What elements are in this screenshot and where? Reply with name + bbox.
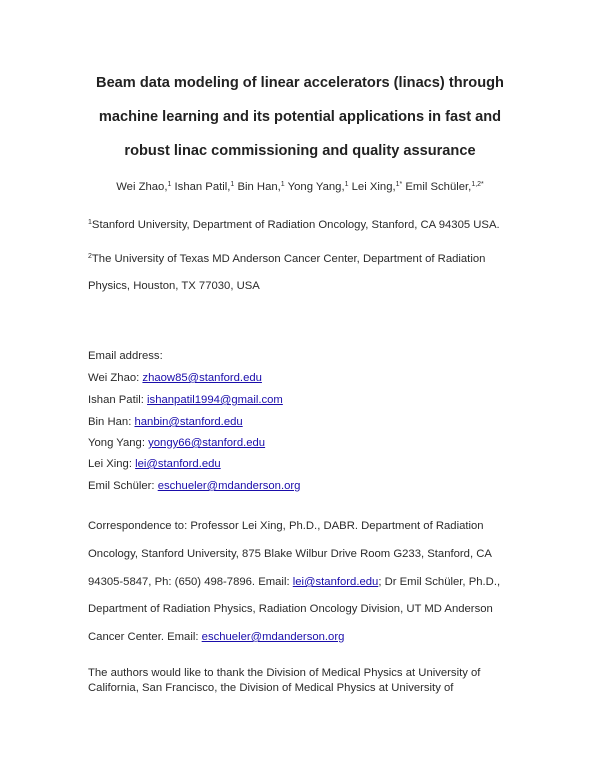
title-line-2: machine learning and its potential applications in fast and (98, 109, 502, 125)
correspondence-email-link[interactable]: eschueler@mdanderson.org (201, 631, 345, 643)
email-link[interactable]: eschueler@mdanderson.org (157, 480, 301, 492)
title-line-1: Beam data modeling of linear accelerators (linacs) through (96, 75, 504, 91)
email-owner: Bin Han: (88, 416, 135, 428)
author-name: Yong Yang, (284, 181, 345, 193)
email-link[interactable]: hanbin@stanford.edu (134, 416, 243, 428)
email-owner: Yong Yang: (88, 437, 149, 449)
correspondence-text: 94305-5847, Ph: (650) 498-7896. Email: (88, 576, 293, 588)
email-owner: Wei Zhao: (88, 372, 143, 384)
author-list (0, 181, 600, 193)
author-affiliation-mark: 1* (395, 181, 403, 188)
affiliation-1 (88, 219, 500, 231)
email-entry (88, 372, 262, 384)
author-affiliation-mark: 1 (167, 181, 172, 188)
author-affiliation-mark: 1 (230, 181, 235, 188)
title-line-3: robust linac commissioning and quality assurance (124, 143, 476, 159)
correspondence-line-5 (88, 631, 344, 643)
email-link[interactable]: yongy66@stanford.edu (148, 437, 266, 449)
affiliation-2-continued: Physics, Houston, TX 77030, USA (88, 280, 260, 292)
author-name: Lei Xing, (348, 181, 396, 193)
email-owner: Ishan Patil: (88, 394, 148, 406)
paper-title (60, 66, 540, 168)
email-link[interactable]: lei@stanford.edu (135, 458, 221, 470)
correspondence-text: Cancer Center. Email: (88, 631, 202, 643)
author-name: Wei Zhao, (116, 181, 168, 193)
correspondence-line-3 (88, 576, 500, 588)
acknowledgement-line-1: The authors would like to thank the Division of Medical Physics at University of (88, 667, 481, 679)
author-name: Emil Schüler, (402, 181, 472, 193)
affiliation-mark: 2 (88, 253, 92, 260)
email-entry (88, 394, 283, 406)
affiliation-2 (88, 253, 485, 265)
affiliation-text: The University of Texas MD Anderson Cancer Center, Department of Radiation (91, 253, 486, 265)
correspondence-line-1: Correspondence to: Professor Lei Xing, Ph.D., DABR. Department of Radiation (88, 520, 484, 532)
email-entry (88, 480, 300, 492)
author-name: Ishan Patil, (171, 181, 231, 193)
author-affiliation-mark: 1 (344, 181, 349, 188)
email-entry (88, 458, 221, 470)
email-entry (88, 437, 265, 449)
email-heading: Email address: (88, 350, 163, 362)
email-link[interactable]: ishanpatil1994@gmail.com (147, 394, 283, 406)
email-link[interactable]: zhaow85@stanford.edu (142, 372, 262, 384)
acknowledgement-line-2: California, San Francisco, the Division of Medical Physics at University of (88, 682, 454, 694)
author-affiliation-mark: 1,2* (471, 181, 484, 188)
correspondence-email-link[interactable]: lei@stanford.edu (292, 576, 379, 588)
affiliation-mark: 1 (88, 219, 92, 226)
correspondence-line-2: Oncology, Stanford University, 875 Blake Wilbur Drive Room G233, Stanford, CA (88, 548, 492, 560)
email-owner: Emil Schüler: (88, 480, 158, 492)
email-owner: Lei Xing: (88, 458, 136, 470)
affiliation-text: Stanford University, Department of Radiation Oncology, Stanford, CA 94305 USA. (91, 219, 500, 231)
correspondence-text: ; Dr Emil Schüler, Ph.D., (378, 576, 501, 588)
author-affiliation-mark: 1 (280, 181, 285, 188)
email-entry (88, 416, 243, 428)
correspondence-line-4: Department of Radiation Physics, Radiation Oncology Division, UT MD Anderson (88, 603, 493, 615)
author-name: Bin Han, (234, 181, 281, 193)
